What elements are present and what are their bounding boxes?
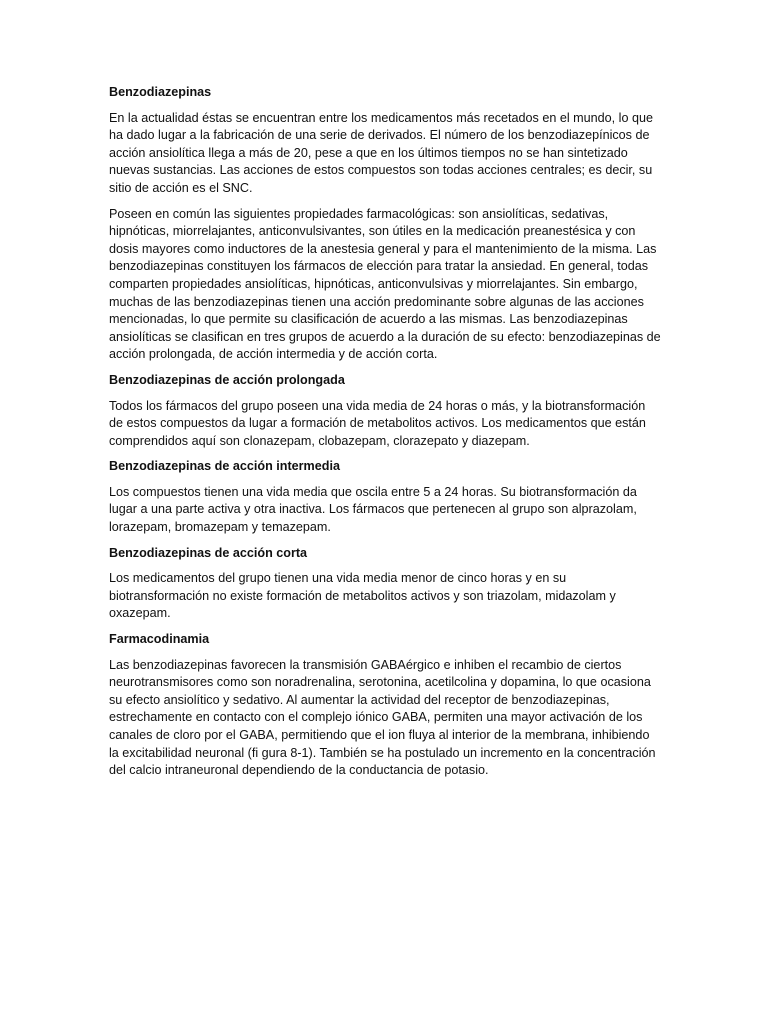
section-heading-farmacodinamia: Farmacodinamia [109,632,210,647]
section-heading-accion-intermedia: Benzodiazepinas de acción intermedia [109,459,340,474]
section-heading-accion-prolongada: Benzodiazepinas de acción prolongada [109,372,345,387]
paragraph: Las benzodiazepinas favorecen la transmisión GABAérgico e inhiben el recambio de ciertos neurotransmisores como son noradrenalina, serotonina, acetilcolina y dopamina, lo que ocasiona su efecto ansiolítico y sedativo. Al aumentar la actividad del receptor de benzodiazepinas, estrechamente en contacto con el complejo iónico GABA, permiten una mayor activación de los canales de cloro por el GABA, permitiendo que el ion fluya al interior de la membrana, inhibiendo la excitabilidad neuronal (fi gura 8-1). También se ha postulado un incremento en la concentración del calcio intraneuronal dependiendo de la conductancia de potasio. [109,657,656,778]
section-heading-accion-corta: Benzodiazepinas de acción corta [109,545,308,560]
document-page [109,84,661,788]
paragraph: Todos los fármacos del grupo poseen una vida media de 24 horas o más, y la biotransformación de estos compuestos da lugar a formación de metabolitos activos. Los medicamentos que están comprendidos aquí son clonazepam, clobazepam, clorazepato y diazepam. [109,398,646,448]
paragraph: Los medicamentos del grupo tienen una vida media menor de cinco horas y en su biotransformación no existe formación de metabolitos activos y son triazolam, midazolam y oxazepam. [109,571,616,621]
paragraph: Poseen en común las siguientes propiedades farmacológicas: son ansiolíticas, sedativas, hipnóticas, miorrelajantes, anticonvulsivantes, son útiles en la medicación preanestésica y con dosis mayores como inductores de la anestesia general y para el mantenimiento de la misma. Las benzodiazepinas constituyen los fármacos de elección para tratar la ansiedad. En general, todas comparten propiedades ansiolíticas, hipnóticas, anticonvulsivas y miorrelajantes. Sin embargo, muchas de las benzodiazepinas tienen una acción predominante sobre algunas de las acciones mencionadas, lo que permite su clasificación de acuerdo a las mismas. Las benzodiazepinas ansiolíticas se clasifican en tres grupos de acuerdo a la duración de su efecto: benzodiazepinas de acción prolongada, de acción intermedia y de acción corta. [109,206,661,362]
section-heading-benzodiazepinas: Benzodiazepinas [109,85,212,99]
paragraph: Los compuestos tienen una vida media que oscila entre 5 a 24 horas. Su biotransformación da lugar a una parte activa y otra inactiva. Los fármacos que pertenecen al grupo son alprazolam, lorazepam, bromazepam y temazepam. [109,484,637,535]
paragraph: En la actualidad éstas se encuentran entre los medicamentos más recetados en el mundo, lo que ha dado lugar a la fabricación de una serie de derivados. El número de los benzodiazepínicos de acción ansiolítica llega a más de 20, pese a que en los últimos tiempos no se han sintetizado nuevas sustancias. Las acciones de estos compuestos son todas acciones centrales; es decir, su sitio de acción es el SNC. [109,110,653,195]
